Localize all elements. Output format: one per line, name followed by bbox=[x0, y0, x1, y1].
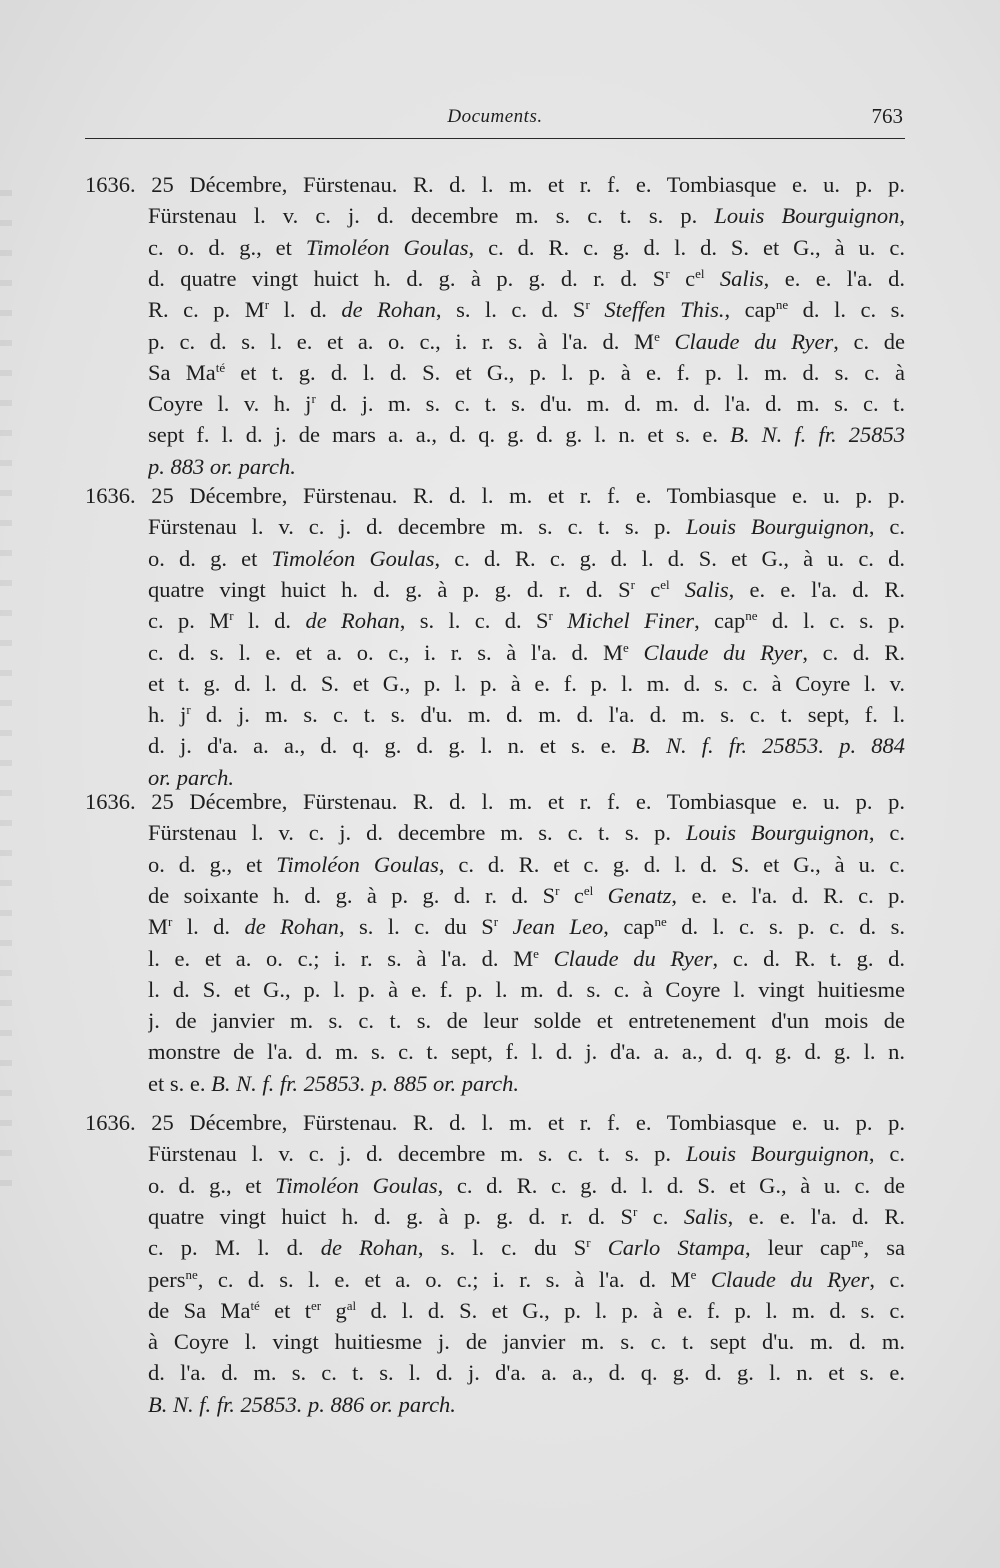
entry-text-line: $M^r$ l. d. de Rohan, s. l. c. du $S^r$ Jean Leo, cap$^{ne}$ d. l. c. s. p. c. d. s. bbox=[148, 914, 905, 940]
entry-text-line: pers$^{ne}$, c. d. s. l. e. et a. o. c.; i. r. s. à l'a. d. Me Claude du Ryer, c. bbox=[148, 1266, 905, 1292]
entry-heading-line: 1636. 25 Décembre, Fürstenau. R. d. l. m. et r. f. e. Tombiasque e. u. p. p. bbox=[85, 172, 905, 197]
entry-text-line: quatre vingt huict h. d. g. à p. g. d. r. d. $S^r$ $c^{el}$ Salis, e. e. l'a. d. R. bbox=[148, 576, 905, 602]
entry-text-line: monstre de l'a. d. m. s. c. t. sept, f. l. d. j. d'a. a. a., d. q. g. d. g. l. n. bbox=[148, 1039, 905, 1065]
entry-text-line: d. l'a. d. m. s. c. t. s. l. d. j. d'a. a. a., d. q. g. d. g. l. n. et s. e. bbox=[148, 1360, 905, 1386]
entry-text-line: l. e. et a. o. c.; i. r. s. à l'a. d. Me Claude du Ryer, c. d. R. t. g. d. bbox=[148, 945, 905, 971]
entry-text-line: Fürstenau l. v. c. j. d. decembre m. s. c. t. s. p. Louis Bourguignon, bbox=[148, 203, 905, 229]
entry-text-line: R. c. p. $M^r$ l. d. de Rohan, s. l. c. d. $S^r$ Steffen This., cap$^{ne}$ d. l. c. s. bbox=[148, 297, 905, 323]
entry-text-line: c. d. s. l. e. et a. o. c., i. r. s. à l'a. d. Me Claude du Ryer, c. d. R. bbox=[148, 639, 905, 665]
entry-text-line: quatre vingt huict h. d. g. à p. g. d. r. d. $S^r$ c. Salis, e. e. l'a. d. R. bbox=[148, 1203, 905, 1229]
entry-text-line: à Coyre l. vingt huitiesme j. de janvier m. s. c. t. sept d'u. m. d. m. bbox=[148, 1329, 905, 1355]
entry-text-line: j. de janvier m. s. c. t. s. de leur solde et entretenement d'un mois de bbox=[148, 1008, 905, 1034]
entry-text-line: or. parch. bbox=[148, 764, 235, 790]
entry-text-line: de Sa $Ma^{té}$ et $t^{er}$ $g^{al}$ d. l. d. S. et G., p. l. p. à e. f. p. l. m. d. s. c. bbox=[148, 1297, 905, 1323]
entry-text-line: d. j. d'a. a. a., d. q. g. d. g. l. n. et s. e. B. N. f. fr. 25853. p. 884 bbox=[148, 733, 905, 759]
entry-text-line: c. o. d. g., et Timoléon Goulas, c. d. R. c. g. d. l. d. S. et G., à u. c. bbox=[148, 234, 905, 260]
entry-text-line: o. d. g., et Timoléon Goulas, c. d. R. c. g. d. l. d. S. et G., à u. c. de bbox=[148, 1172, 905, 1198]
entry-heading-line: 1636. 25 Décembre, Fürstenau. R. d. l. m. et r. f. e. Tombiasque e. u. p. p. bbox=[85, 789, 905, 814]
entry-text-line: d. quatre vingt huict h. d. g. à p. g. d. r. d. $S^r$ $c^{el}$ Salis, e. e. l'a. d. bbox=[148, 265, 905, 291]
entry-text-line: sept f. l. d. j. de mars a. a., d. q. g. d. g. l. n. et s. e. B. N. f. fr. 25853 bbox=[148, 422, 905, 448]
entry-heading-line: 1636. 25 Décembre, Fürstenau. R. d. l. m. et r. f. e. Tombiasque e. u. p. p. bbox=[85, 483, 905, 508]
entry-text-line: Sa $Ma^{té}$ et t. g. d. l. d. S. et G., p. l. p. à e. f. p. l. m. d. s. c. à bbox=[148, 359, 905, 385]
entry-text-line: o. d. g., et Timoléon Goulas, c. d. R. et c. g. d. l. d. S. et G., à u. c. bbox=[148, 851, 905, 877]
entry-text-line: p. 883 or. parch. bbox=[148, 453, 296, 479]
entry-text-line: Fürstenau l. v. c. j. d. decembre m. s. c. t. s. p. Louis Bourguignon, c. bbox=[148, 820, 905, 846]
entry-text-line: l. d. S. et G., p. l. p. à e. f. p. l. m. d. s. c. à Coyre l. vingt huitiesme bbox=[148, 976, 905, 1002]
entry-text-line: c. p. $M^r$ l. d. de Rohan, s. l. c. d. $S^r$ Michel Finer, cap$^{ne}$ d. l. c. s. p. bbox=[148, 608, 905, 634]
entry-text-line: et t. g. d. l. d. S. et G., p. l. p. à e. f. p. l. m. d. s. c. à Coyre l. v. bbox=[148, 670, 905, 696]
entry-text-line: h. $j^r$ d. j. m. s. c. t. s. d'u. m. d. m. d. l'a. d. m. s. c. t. sept, f. l. bbox=[148, 702, 905, 728]
entry-text-line: Coyre l. v. h. $j^r$ d. j. m. s. c. t. s. d'u. m. d. m. d. l'a. d. m. s. c. t. bbox=[148, 391, 905, 417]
entry-text-line: o. d. g. et Timoléon Goulas, c. d. R. c. g. d. l. d. S. et G., à u. c. d. bbox=[148, 545, 905, 571]
entry-text-line: p. c. d. s. l. e. et a. o. c., i. r. s. à l'a. d. Me Claude du Ryer, c. de bbox=[148, 328, 905, 354]
page-number: 763 bbox=[871, 104, 903, 128]
running-title: Documents. bbox=[447, 106, 543, 127]
entry-text-line: Fürstenau l. v. c. j. d. decembre m. s. c. t. s. p. Louis Bourguignon, c. bbox=[148, 514, 905, 540]
entry-heading-line: 1636. 25 Décembre, Fürstenau. R. d. l. m. et r. f. e. Tombiasque e. u. p. p. bbox=[85, 1110, 905, 1135]
entry-text-line: B. N. f. fr. 25853. p. 886 or. parch. bbox=[148, 1391, 456, 1417]
entry-text-line: et s. e. B. N. f. fr. 25853. p. 885 or. parch. bbox=[148, 1070, 520, 1096]
entry-text-line: de soixante h. d. g. à p. g. d. r. d. $S^r$ $c^{el}$ Genatz, e. e. l'a. d. R. c. p. bbox=[148, 882, 905, 908]
entry-text-line: Fürstenau l. v. c. j. d. decembre m. s. c. t. s. p. Louis Bourguignon, c. bbox=[148, 1141, 905, 1167]
entry-text-line: c. p. M. l. d. de Rohan, s. l. c. du $S^r$ Carlo Stampa, leur cap$^{ne}$, sa bbox=[148, 1235, 905, 1261]
